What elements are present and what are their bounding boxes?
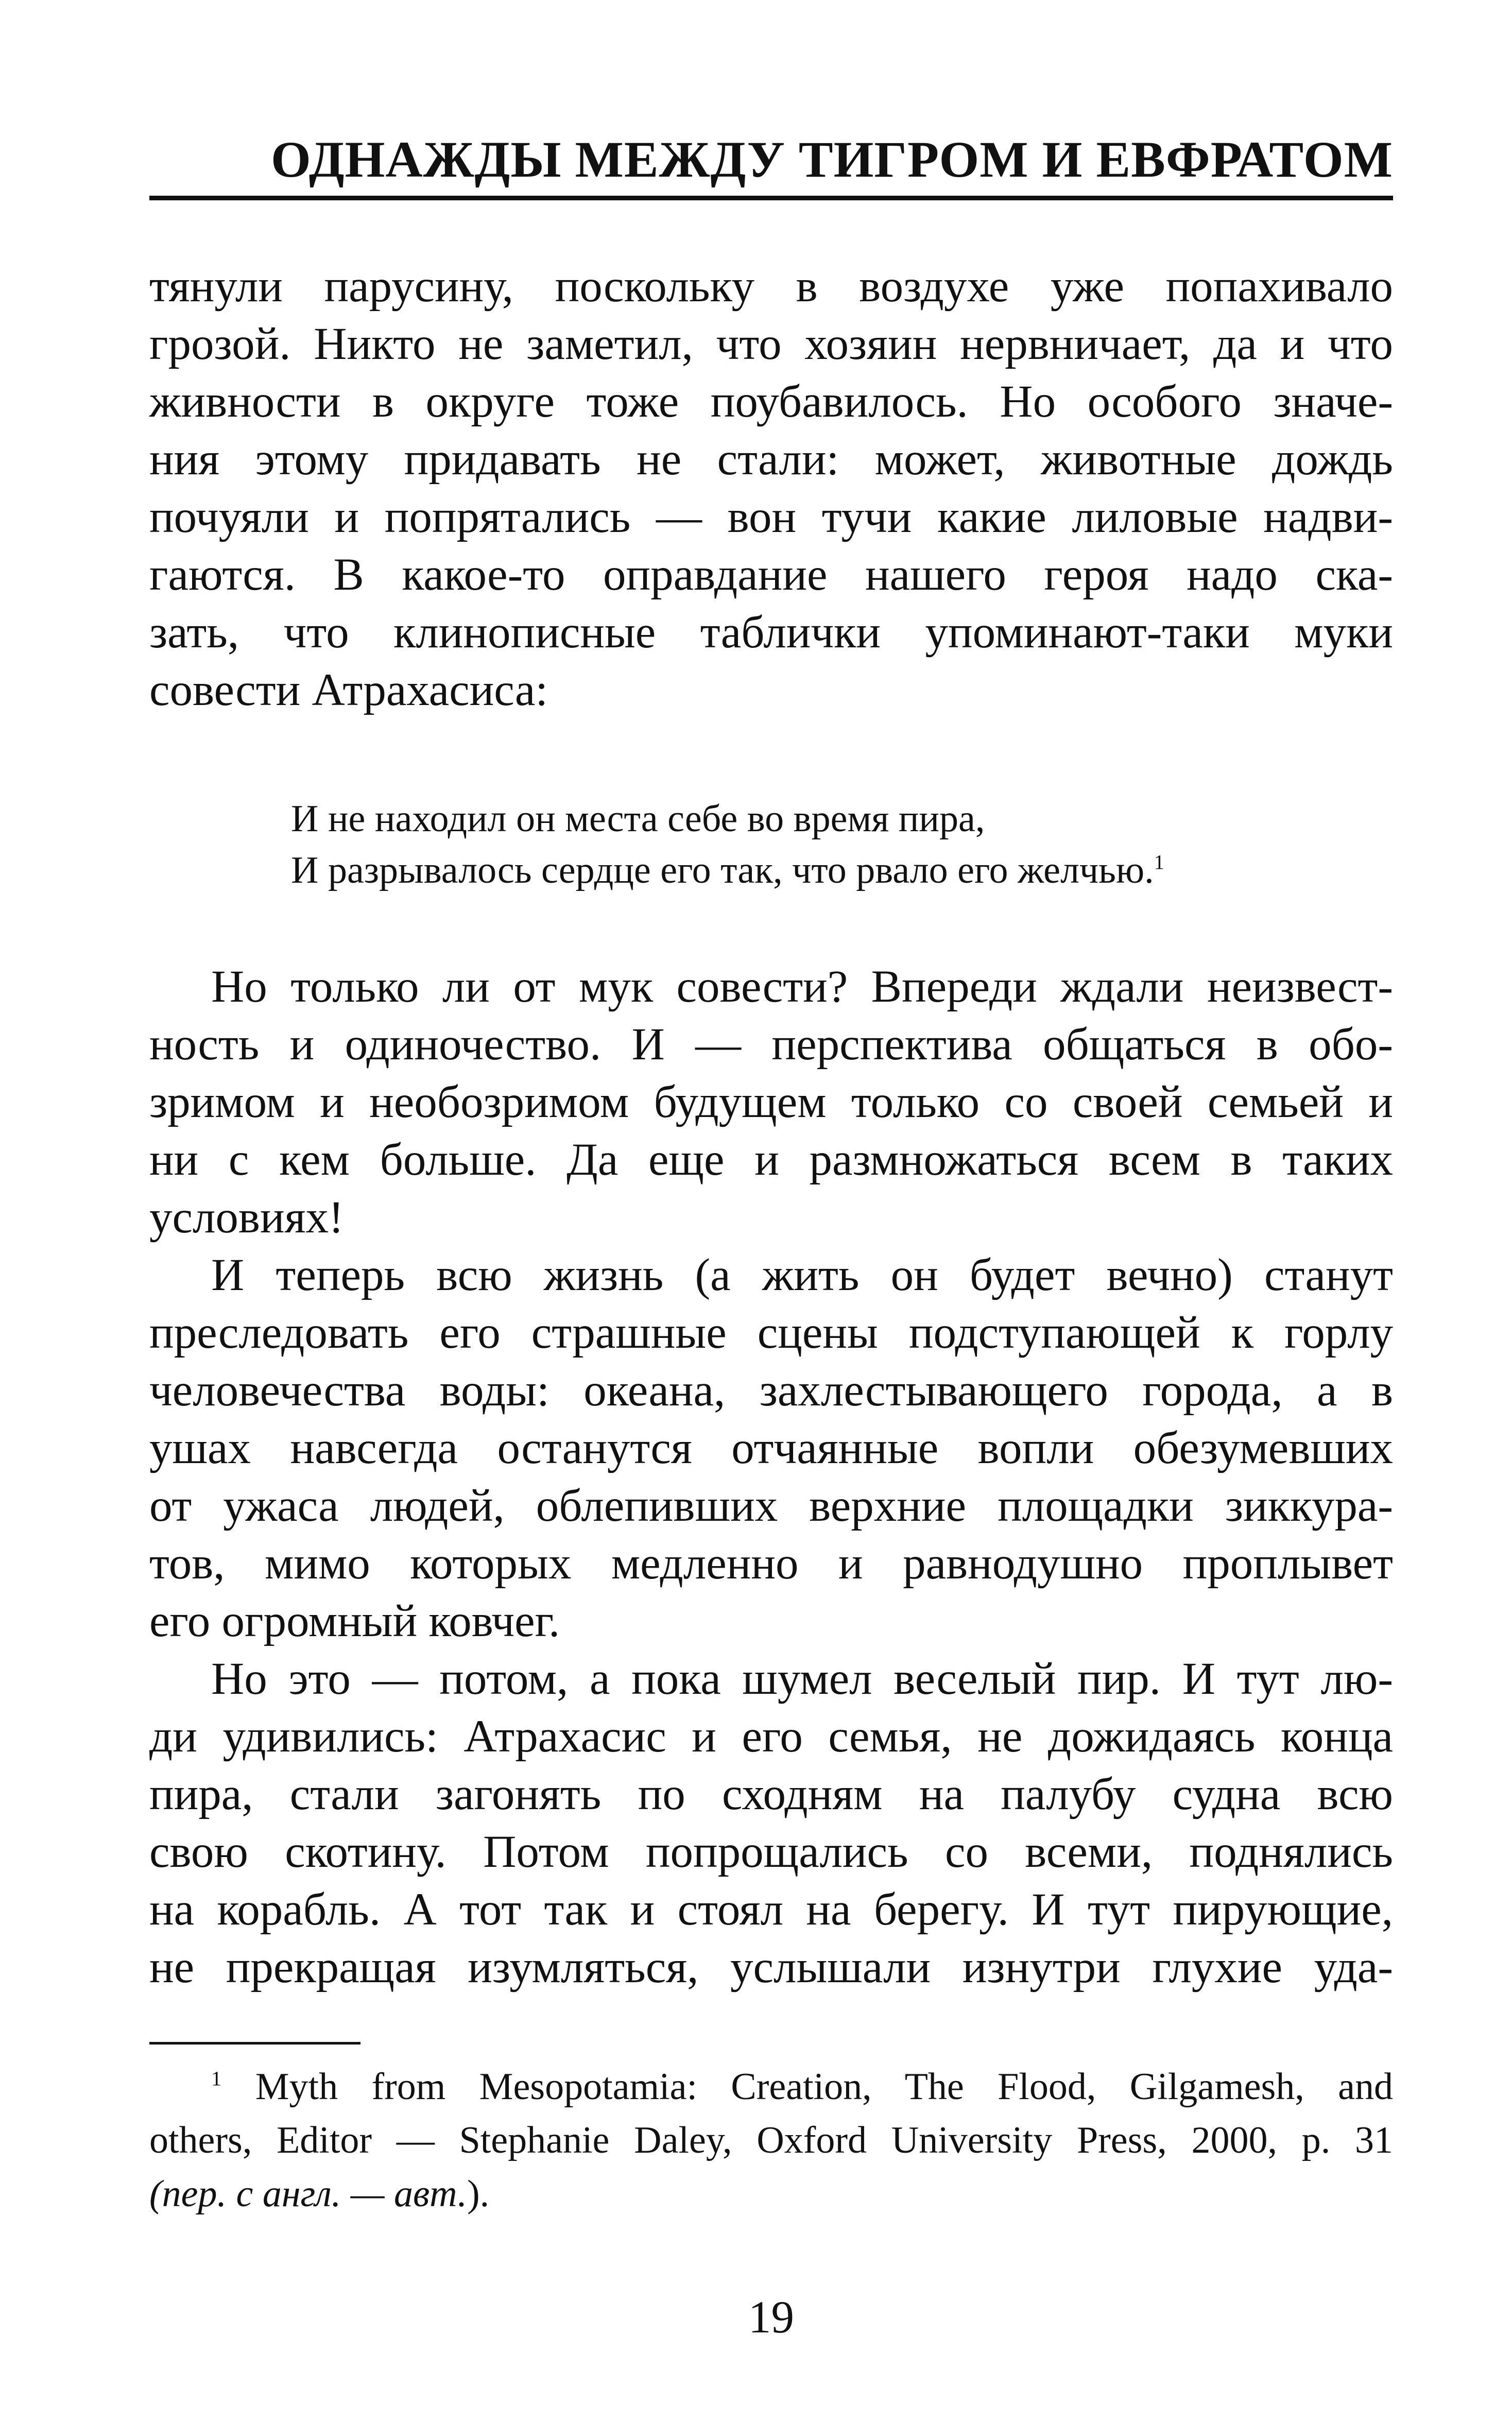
text-line: свою скотину. Потом попрощались со всеми, поднялись xyxy=(149,1827,1393,1877)
text-line: Но только ли от мук совести? Впереди ждали неизвест- xyxy=(211,961,1393,1012)
verse-line-text: И разрывалось сердце его так, что рвало его желчью. xyxy=(291,849,1154,891)
footnote-line: others, Editor — Stephanie Daley, Oxford University Press, 2000, p. 31 xyxy=(149,2119,1393,2161)
text-line: грозой. Никто не заметил, что хозяин нервничает, да и что xyxy=(149,319,1393,369)
footnote-closing: ). xyxy=(467,2173,490,2215)
running-head: ОДНАЖДЫ МЕЖДУ ТИГРОМ И ЕВФРАТОМ xyxy=(271,131,1393,188)
text-line: на корабль. А тот так и стоял на берегу. И тут пирующие, xyxy=(149,1884,1393,1935)
running-head-rule xyxy=(149,196,1393,200)
text-line: тянули парусину, поскольку в воздухе уже попахивало xyxy=(149,261,1393,312)
text-line: гаются. В какое-то оправдание нашего героя надо ска- xyxy=(149,549,1393,600)
footnote xyxy=(149,2060,1393,2221)
text-line: от ужаса людей, облепивших верхние площадки зиккура- xyxy=(149,1481,1393,1531)
paragraph-3 xyxy=(149,1246,1393,1650)
footnote-mark: 1 xyxy=(211,2067,222,2090)
text-line: ди удивились: Атрахасис и его семья, не дожидаясь конца xyxy=(149,1711,1393,1762)
text-line: почуяли и попрятались — вон тучи какие лиловые надви- xyxy=(149,492,1393,542)
text-line: человечества воды: океана, захлестывающего города, а в xyxy=(149,1365,1393,1416)
text-line: зать, что клинописные таблички упоминают-таки муки xyxy=(149,607,1393,658)
text-line: И теперь всю жизнь (а жить он будет вечно) станут xyxy=(211,1250,1393,1300)
text-line: ушах навсегда останутся отчаянные вопли обезумевших xyxy=(149,1423,1393,1473)
text-line: ность и одиночество. И — перспектива общаться в обо- xyxy=(149,1019,1393,1070)
footnote-text: Myth from Mesopotamia: Creation, The Flood, Gilgamesh, and xyxy=(255,2066,1394,2108)
footnote-italic-note: (пер. с англ. — авт. xyxy=(149,2173,467,2215)
text-line: живности в округе тоже поубавилось. Но особого значе- xyxy=(149,376,1393,427)
text-line: Но это — потом, а пока шумел веселый пир. И тут лю- xyxy=(211,1654,1393,1704)
verse-quotation xyxy=(291,793,1393,896)
text-line: его огромный ковчег. xyxy=(149,1596,560,1646)
verse-line-with-footnote xyxy=(291,845,1393,896)
footnote-line xyxy=(149,2060,1393,2114)
text-line: не прекращая изумляться, услышали изнутри глухие уда- xyxy=(149,1942,1393,1992)
main-text-continued xyxy=(149,958,1393,1996)
paragraph-1 xyxy=(149,257,1393,719)
text-line: ния этому придавать не стали: может, животные дождь xyxy=(149,434,1393,485)
verse-line: И не находил он места себе во время пира, xyxy=(291,798,985,840)
footnote-reference-mark: 1 xyxy=(1154,850,1165,874)
text-line: зримом и необозримом будущем только со своей семьей и xyxy=(149,1077,1393,1127)
text-line: тов, мимо которых медленно и равнодушно проплывет xyxy=(149,1538,1393,1589)
footnote-line xyxy=(149,2167,1393,2221)
text-line: совести Атрахасиса: xyxy=(149,665,548,715)
paragraph-2 xyxy=(149,958,1393,1246)
paragraph-4 xyxy=(149,1650,1393,1996)
text-line: пира, стали загонять по сходням на палубу судна всю xyxy=(149,1769,1393,1819)
page-number: 19 xyxy=(748,2292,794,2343)
text-line: условиях! xyxy=(149,1192,344,1243)
footnote-separator-rule xyxy=(149,2042,360,2045)
text-line: ни с кем больше. Да еще и размножаться всем в таких xyxy=(149,1135,1393,1185)
text-line: преследовать его страшные сцены подступающей к горлу xyxy=(149,1308,1393,1358)
